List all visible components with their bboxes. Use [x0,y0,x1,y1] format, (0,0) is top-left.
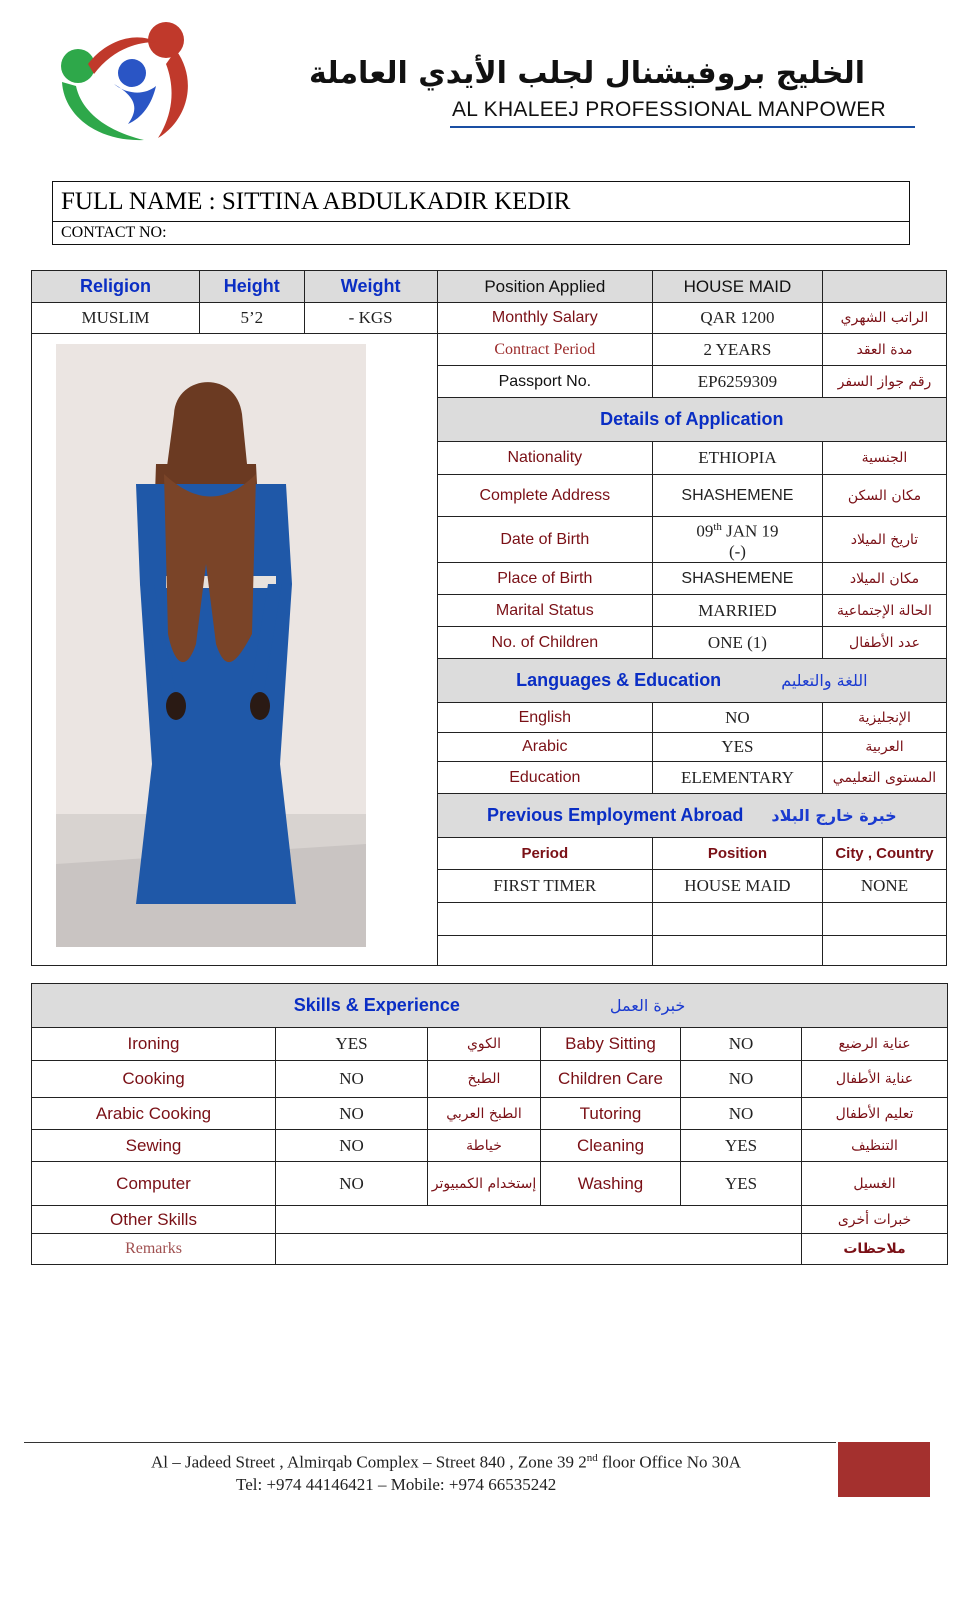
position-value: HOUSE MAID [652,271,822,303]
applicant-photo [56,344,366,947]
passport-value: EP6259309 [652,366,822,398]
skill-label-2: Cleaning [541,1130,681,1162]
marital-label: Marital Status [437,595,652,627]
salary-ar: الراتب الشهري [822,303,946,334]
languages-header [437,659,946,703]
height-header: Height [200,271,305,303]
skill-label: Arabic Cooking [32,1098,276,1130]
dob-value [652,517,822,563]
skill-label-2: Children Care [541,1061,681,1098]
footer-address-b: floor Office No 30A [597,1452,742,1472]
name-box [52,181,910,245]
skill-label-2: Tutoring [541,1098,681,1130]
footer-address [151,1452,741,1473]
languages-header-en: Languages & Education [516,670,722,690]
emp-empty-cell [437,903,652,936]
skill-ar-2: عناية الرضيع [802,1028,948,1061]
emp-position-value: HOUSE MAID [652,870,822,903]
skill-label: Computer [32,1162,276,1206]
english-label: English [437,703,652,733]
emp-period-value: FIRST TIMER [437,870,652,903]
full-name: SITTINA ABDULKADIR KEDIR [221,188,571,215]
arabic-value: YES [652,733,822,762]
contact-row [53,222,909,244]
skill-label: Cooking [32,1061,276,1098]
english-value: NO [652,703,822,733]
footer-address-a: Al – Jadeed Street , Almirqab Complex – Street 840 , Zone 39 2 [151,1452,587,1472]
languages-header-ar: اللغة والتعليم [781,671,868,690]
skill-ar-2: تعليم الأطفال [802,1098,948,1130]
religion-value: MUSLIM [32,303,200,334]
applicant-photo-image [56,344,366,947]
emp-period-header: Period [437,838,652,870]
weight-header: Weight [304,271,437,303]
dob-label: Date of Birth [437,517,652,563]
address-ar: مكان السكن [822,475,946,517]
emp-city-header: City , Country [822,838,946,870]
contract-label: Contract Period [437,334,652,366]
emp-empty-cell [437,936,652,966]
education-ar: المستوى التعليمي [822,762,946,794]
address-value: SHASHEMENE [652,475,822,517]
skill-value-2: YES [681,1162,802,1206]
skill-label: Ironing [32,1028,276,1061]
dob-month-year: JAN 19 [721,521,779,541]
brand-arabic: الخليج بروفيشنال لجلب الأيدي العاملة [309,56,865,91]
contract-value: 2 YEARS [652,334,822,366]
pob-label: Place of Birth [437,563,652,595]
dob-day: 09 [696,521,714,541]
skill-ar-2: الغسيل [802,1162,948,1206]
arabic-label: Arabic [437,733,652,762]
emp-city-value: NONE [822,870,946,903]
brand-english: AL KHALEEJ PROFESSIONAL MANPOWER [452,98,886,121]
education-label: Education [437,762,652,794]
emp-empty-cell [822,936,946,966]
skill-label: Sewing [32,1130,276,1162]
footer-divider [24,1442,836,1443]
position-blank [822,271,946,303]
remarks-value [276,1234,802,1265]
contact-label: CONTACT NO: [61,224,167,241]
height-value: 5’2 [200,303,305,334]
skill-ar-2: عناية الأطفال [802,1061,948,1098]
details-header: Details of Application [437,398,946,442]
footer-accent-block [838,1442,930,1497]
employment-header-ar: خبرة خارج البلاد [771,806,897,825]
skill-value: NO [276,1130,428,1162]
skill-value: NO [276,1162,428,1206]
position-label: Position Applied [437,271,652,303]
pob-ar: مكان الميلاد [822,563,946,595]
contract-ar: مدة العقد [822,334,946,366]
employment-header-en: Previous Employment Abroad [487,805,744,825]
english-ar: الإنجليزية [822,703,946,733]
weight-value: - KGS [304,303,437,334]
skill-ar-2: التنظيف [802,1130,948,1162]
skill-value: NO [276,1061,428,1098]
full-name-label: FULL NAME : [61,188,222,215]
marital-value: MARRIED [652,595,822,627]
skill-value-2: NO [681,1061,802,1098]
religion-header: Religion [32,271,200,303]
children-ar: عدد الأطفال [822,627,946,659]
dob-ar: تاريخ الميلاد [822,517,946,563]
skill-ar: الطبخ العربي [428,1098,541,1130]
skill-label-2: Baby Sitting [541,1028,681,1061]
emp-empty-cell [652,903,822,936]
full-name-row [53,182,909,222]
emp-empty-cell [652,936,822,966]
footer-address-sup: nd [586,1452,598,1464]
education-value: ELEMENTARY [652,762,822,794]
skill-ar: الطبخ [428,1061,541,1098]
remarks-label: Remarks [32,1234,276,1265]
nationality-label: Nationality [437,442,652,475]
marital-ar: الحالة الإجتماعية [822,595,946,627]
address-label: Complete Address [437,475,652,517]
photo-cell [32,334,438,966]
dob-extra: (-) [728,541,746,561]
passport-label: Passport No. [437,366,652,398]
dob-suffix: th [713,521,722,534]
salary-label: Monthly Salary [437,303,652,334]
skill-ar: خياطة [428,1130,541,1162]
salary-value: QAR 1200 [652,303,822,334]
skill-ar: الكوي [428,1028,541,1061]
other-skills-value [276,1206,802,1234]
nationality-ar: الجنسية [822,442,946,475]
other-skills-ar: خبرات أخرى [802,1206,948,1234]
other-skills-label: Other Skills [32,1206,276,1234]
skills-header-ar: خبرة العمل [609,996,686,1015]
skill-value-2: NO [681,1098,802,1130]
footer-phone: Tel: +974 44146421 – Mobile: +974 66535242 [236,1475,557,1494]
emp-position-header: Position [652,838,822,870]
skill-value: NO [276,1098,428,1130]
skills-header [32,984,948,1028]
skill-value-2: NO [681,1028,802,1061]
emp-empty-cell [822,903,946,936]
passport-ar: رقم جواز السفر [822,366,946,398]
company-logo [48,20,200,148]
employment-header [437,794,946,838]
remarks-ar: ملاحظات [802,1234,948,1265]
arabic-ar: العربية [822,733,946,762]
skills-header-en: Skills & Experience [293,995,460,1015]
skill-value: YES [276,1028,428,1061]
nationality-value: ETHIOPIA [652,442,822,475]
skill-value-2: YES [681,1130,802,1162]
children-label: No. of Children [437,627,652,659]
skill-label-2: Washing [541,1162,681,1206]
details-table [31,270,947,966]
skills-table [31,983,948,1265]
skill-ar: إستخدام الكمبيوتر [428,1162,541,1206]
children-value: ONE (1) [652,627,822,659]
pob-value: SHASHEMENE [652,563,822,595]
brand-underline [450,126,915,128]
